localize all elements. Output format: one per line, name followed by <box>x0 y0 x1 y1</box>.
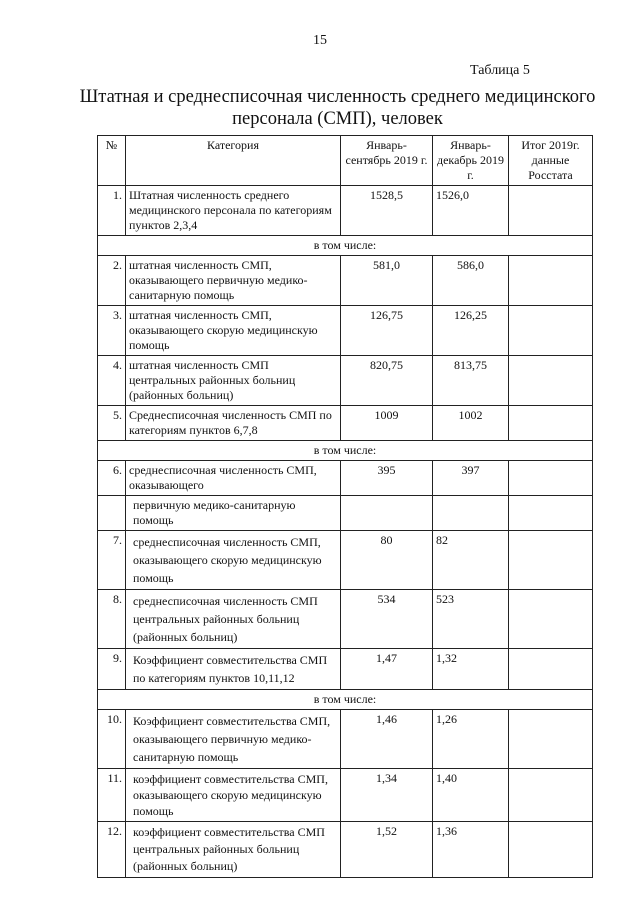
header-jan-sep: Январь-сентябрь 2019 г. <box>341 136 433 186</box>
row-jan-sep: 1,46 <box>341 710 433 769</box>
header-category: Категория <box>126 136 341 186</box>
row-rosstat <box>509 461 593 496</box>
row-num: 2. <box>98 256 126 306</box>
row-jan-dec: 126,25 <box>433 306 509 356</box>
table-row <box>98 406 593 441</box>
row-num: 1. <box>98 186 126 236</box>
row-rosstat <box>509 256 593 306</box>
table-row <box>98 590 593 649</box>
row-jan-sep: 1,52 <box>341 822 433 878</box>
row-jan-sep: 80 <box>341 531 433 590</box>
row-jan-dec <box>433 496 509 531</box>
row-jan-dec: 1,32 <box>433 649 509 690</box>
row-jan-dec: 1,40 <box>433 769 509 822</box>
row-num: 10. <box>98 710 126 769</box>
table-header-row <box>98 136 593 186</box>
row-category: коэффициент совместительства СМП центральных районных больниц (районных больниц) <box>126 822 341 878</box>
table-row <box>98 531 593 590</box>
table-row <box>98 186 593 236</box>
table-row <box>98 256 593 306</box>
row-rosstat <box>509 186 593 236</box>
table-row <box>98 649 593 690</box>
row-jan-sep: 581,0 <box>341 256 433 306</box>
row-category: Штатная численность среднего медицинского персонала по категориям пунктов 2,3,4 <box>126 186 341 236</box>
row-jan-dec: 586,0 <box>433 256 509 306</box>
row-category: среднесписочная численность СМП, оказывающего <box>126 461 341 496</box>
header-rosstat: Итог 2019г. данные Росстата <box>509 136 593 186</box>
row-rosstat <box>509 710 593 769</box>
row-rosstat <box>509 649 593 690</box>
row-num: 4. <box>98 356 126 406</box>
header-num: № <box>98 136 126 186</box>
group-row <box>98 690 593 710</box>
row-num: 11. <box>98 769 126 822</box>
group-label: в том числе: <box>98 236 593 256</box>
row-num: 9. <box>98 649 126 690</box>
row-jan-sep: 534 <box>341 590 433 649</box>
row-num: 6. <box>98 461 126 496</box>
table-row <box>98 461 593 496</box>
table-row <box>98 822 593 878</box>
row-rosstat <box>509 822 593 878</box>
row-jan-dec: 1,26 <box>433 710 509 769</box>
row-rosstat <box>509 496 593 531</box>
table-row <box>98 769 593 822</box>
row-category: Коэффициент совместительства СМП по категориям пунктов 10,11,12 <box>126 649 341 690</box>
row-rosstat <box>509 769 593 822</box>
row-jan-sep: 395 <box>341 461 433 496</box>
row-rosstat <box>509 531 593 590</box>
header-jan-dec: Январь-декабрь 2019 г. <box>433 136 509 186</box>
row-jan-sep: 126,75 <box>341 306 433 356</box>
table-row <box>98 306 593 356</box>
row-num <box>98 496 126 531</box>
row-category: штатная численность СМП, оказывающего первичную медико-санитарную помощь <box>126 256 341 306</box>
row-jan-dec: 82 <box>433 531 509 590</box>
row-jan-dec: 523 <box>433 590 509 649</box>
table-row <box>98 356 593 406</box>
table-row <box>98 496 593 531</box>
row-num: 12. <box>98 822 126 878</box>
row-rosstat <box>509 356 593 406</box>
row-jan-dec: 1526,0 <box>433 186 509 236</box>
row-jan-sep: 1009 <box>341 406 433 441</box>
row-jan-dec: 1,36 <box>433 822 509 878</box>
row-rosstat <box>509 406 593 441</box>
page-number: 15 <box>313 33 327 48</box>
table-row <box>98 710 593 769</box>
row-category: штатная численность СМП центральных районных больниц (районных больниц) <box>126 356 341 406</box>
row-jan-dec: 397 <box>433 461 509 496</box>
row-category: Коэффициент совместительства СМП, оказывающего первичную медико-санитарную помощь <box>126 710 341 769</box>
row-category: среднесписочная численность СМП центральных районных больниц (районных больниц) <box>126 590 341 649</box>
row-category: штатная численность СМП, оказывающего скорую медицинскую помощь <box>126 306 341 356</box>
group-label: в том числе: <box>98 441 593 461</box>
row-jan-sep: 1528,5 <box>341 186 433 236</box>
row-category: среднесписочная численность СМП, оказывающего скорую медицинскую помощь <box>126 531 341 590</box>
row-category: коэффициент совместительства СМП, оказывающего скорую медицинскую помощь <box>126 769 341 822</box>
group-row <box>98 236 593 256</box>
row-num: 8. <box>98 590 126 649</box>
row-category: первичную медико-санитарную помощь <box>126 496 341 531</box>
row-category: Среднесписочная численность СМП по категориям пунктов 6,7,8 <box>126 406 341 441</box>
row-jan-sep: 820,75 <box>341 356 433 406</box>
row-rosstat <box>509 590 593 649</box>
row-rosstat <box>509 306 593 356</box>
table-label: Таблица 5 <box>470 63 530 78</box>
row-jan-dec: 1002 <box>433 406 509 441</box>
staff-table <box>97 135 593 878</box>
group-label: в том числе: <box>98 690 593 710</box>
row-jan-sep: 1,34 <box>341 769 433 822</box>
row-num: 5. <box>98 406 126 441</box>
row-num: 3. <box>98 306 126 356</box>
row-jan-sep: 1,47 <box>341 649 433 690</box>
row-num: 7. <box>98 531 126 590</box>
document-title: Штатная и среднесписочная численность среднего медицинского персонала (СМП), человек <box>79 87 596 129</box>
row-jan-sep <box>341 496 433 531</box>
group-row <box>98 441 593 461</box>
row-jan-dec: 813,75 <box>433 356 509 406</box>
